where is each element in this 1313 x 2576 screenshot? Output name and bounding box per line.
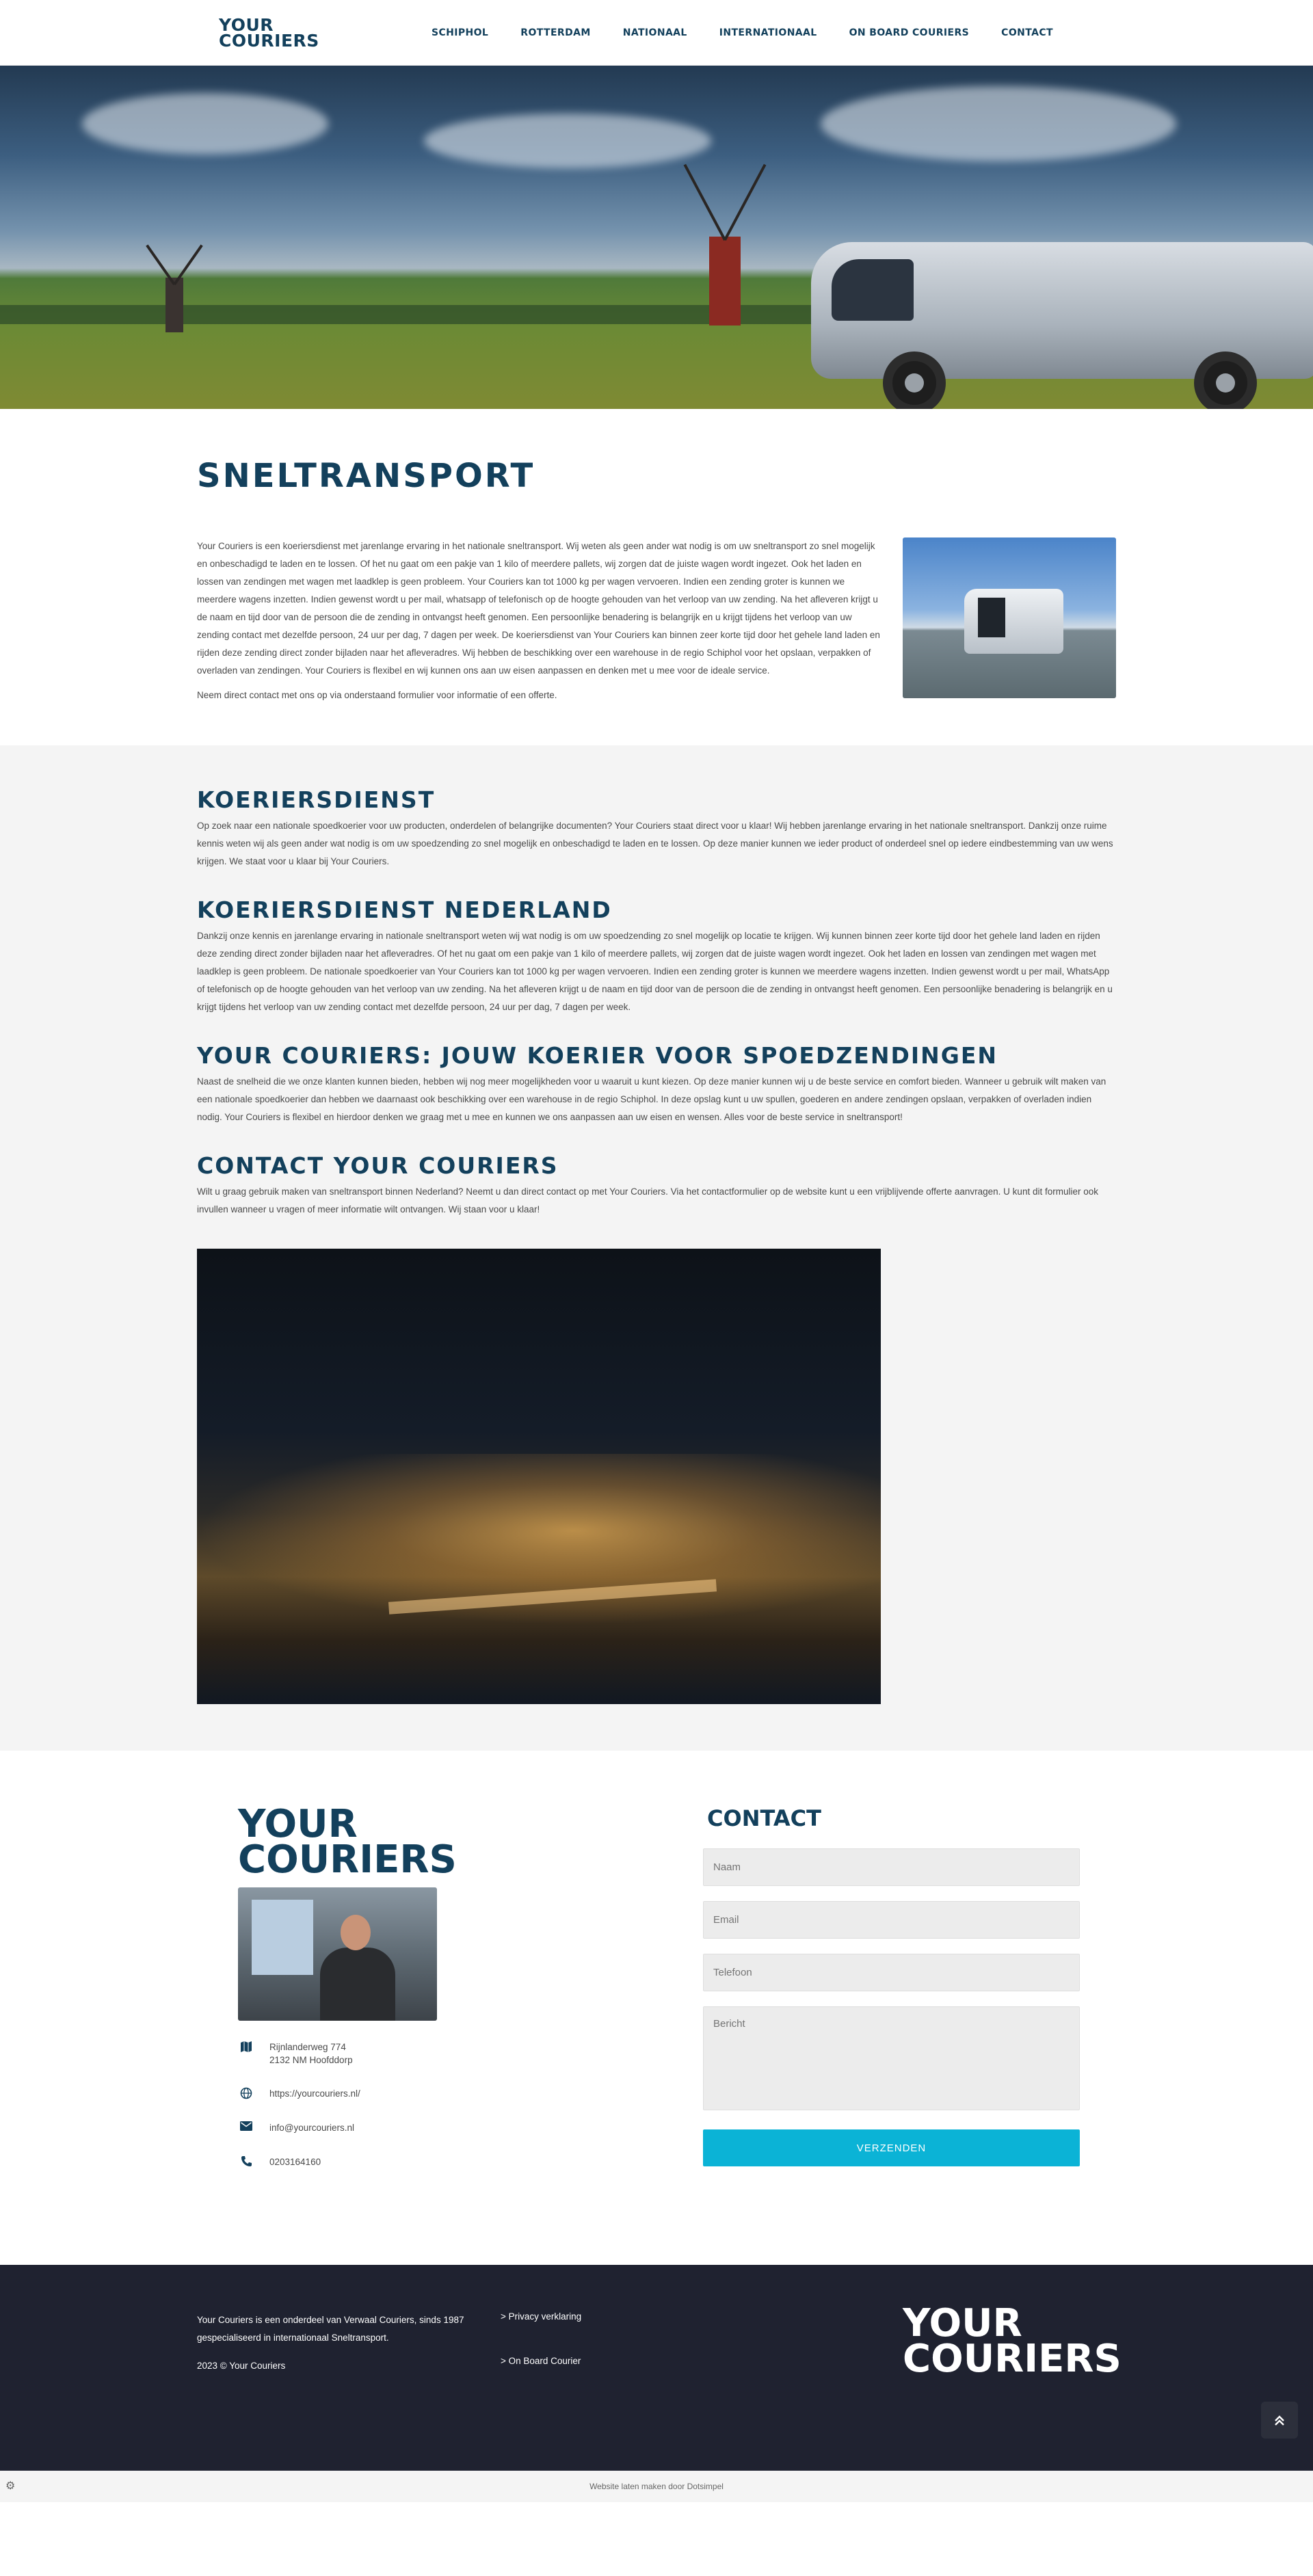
intro-paragraph: Your Couriers is een koeriersdienst met jarenlange ervaring in het nationale sneltransport. Wij weten als geen ander wat nodig is om uw sneltransport zo snel mogelijk en onbeschadigd te laden en te lossen. Of het nu gaat om een pakje van 1 kilo of meerdere pallets, wij zorgen dat de juiste wagen wordt ingezet. Ook het laden en lossen van zendingen met wagen met laadklep is geen probleem. Your Couriers kan tot 1000 kg per wagen vervoeren. Indien een zending groter is kunnen we meerdere wagens inzetten. Indien gewenst wordt u per mail, whatsapp of telefonisch op de hoogte gehouden van het verloop van uw zending. Na het afleveren krijgt u de naam en tijd door van de persoon die de zending in ontvangst heeft genomen. Een persoonlijke benadering is belangrijk en u krijgt tijdens het verloop van uw zending contact met dezelfde persoon, 24 uur per dag, 7 dagen per week. De koeriersdienst van Your Couriers kan binnen zeer korte tijd door het gehele land laden en rijden deze zending direct zonder bijladen naar het afleveradres. Wij hebben de beschikking over een warehouse in de regio Schiphol voor het opslaan, verpakken of overladen van zendingen. Your Couriers is flexibel en wij kunnen ons aan uw eisen aanpassen en denken met u mee voor de ideale service. bbox=[197, 541, 880, 676]
nav-item-schiphol[interactable]: SCHIPHOL bbox=[431, 27, 489, 38]
logo-line-1: YOUR bbox=[219, 15, 274, 35]
mail-icon bbox=[238, 2121, 254, 2135]
section-title: YOUR COURIERS: JOUW KOERIER VOOR SPOEDZENDINGEN bbox=[197, 1042, 998, 1069]
contact-form bbox=[703, 1805, 1080, 2166]
contact-form-title: CONTACT bbox=[707, 1805, 821, 1831]
message-field[interactable] bbox=[703, 2006, 1080, 2110]
hero-cloud bbox=[424, 114, 711, 168]
contact-info-list bbox=[238, 2041, 360, 2190]
intro-text bbox=[197, 537, 881, 704]
address-line-2: 2132 NM Hoofddorp bbox=[269, 2055, 353, 2065]
address-item bbox=[238, 2041, 360, 2067]
nav-item-internationaal[interactable]: INTERNATIONAAL bbox=[719, 27, 817, 38]
nav-item-rotterdam[interactable]: ROTTERDAM bbox=[520, 27, 591, 38]
content-section bbox=[0, 745, 1313, 1751]
hero-image bbox=[0, 66, 1313, 409]
privacy-link[interactable]: > Privacy verklaring bbox=[501, 2311, 582, 2322]
logo-line-2: COURIERS bbox=[903, 2337, 1122, 2381]
section-title: KOERIERSDIENST bbox=[197, 786, 436, 813]
dark-footer bbox=[0, 2265, 1313, 2471]
section-text: Wilt u graag gebruik maken van sneltransport binnen Nederland? Neemt u dan direct contact op met Your Couriers. Via het contactformulier op de website kunt u een vrijblijvende offerte aanvragen. U kunt dit formulier ook invullen wanneer u vragen of meer informatie wilt ontvangen. Wij staan voor u klaar! bbox=[197, 1186, 1098, 1214]
contact-person-photo bbox=[238, 1887, 437, 2021]
phone-item bbox=[238, 2155, 360, 2169]
credit-bar bbox=[0, 2471, 1313, 2502]
footer-copyright: 2023 © Your Couriers bbox=[197, 2361, 286, 2371]
contact-area bbox=[0, 1751, 1313, 2265]
section-text: Naast de snelheid die we onze klanten kunnen bieden, hebben wij nog meer mogelijkheden voor u waaruit u kunt kiezen. Op deze manier kunnen wij u de beste service en comfort bieden. Wanneer u gebruik wilt maken van een nationale spoedkoerier dan hebben we daarnaast ook beschikking over een warehouse in de regio Schiphol. In deze opslag kunt u uw spullen, goederen en andere zendingen opslaan, verpakken of overladen indien nodig. Your Couriers is flexibel en hierdoor denken we graag met u mee en kunnen we ons aanpassen aan uw eisen en wensen. Alles voor de beste service in sneltransport! bbox=[197, 1076, 1106, 1122]
website-link[interactable]: https://yourcouriers.nl/ bbox=[269, 2088, 360, 2099]
footer-about-text: Your Couriers is een onderdeel van Verwaal Couriers, sinds 1987 gespecialiseerd in internationaal Sneltransport. bbox=[197, 2315, 464, 2343]
address-line-1: Rijnlanderweg 774 bbox=[269, 2042, 346, 2052]
main-nav bbox=[399, 0, 1053, 66]
windmill-center bbox=[677, 155, 773, 326]
email-field[interactable] bbox=[703, 1901, 1080, 1939]
scroll-to-top-button[interactable] bbox=[1261, 2402, 1298, 2439]
phone-link[interactable]: 0203164160 bbox=[269, 2157, 321, 2167]
phone-icon bbox=[238, 2155, 254, 2169]
section-text: Op zoek naar een nationale spoedkoerier voor uw producten, onderdelen of belangrijke documenten? Your Couriers staat direct voor u klaar! Wij hebben jarenlange ervaring in het nationale sneltransport. Dankzij onze ruime kennis weten wij als geen ander wat nodig is om uw spoedzending zo snel mogelijk en onbeschadigd te laden en te lossen. Op deze manier kunnen we ieder product of onderdeel snel op iedere eindbestemming van uw wens krijgen. We staat voor u klaar bij Your Couriers. bbox=[197, 821, 1113, 866]
email-item bbox=[238, 2121, 360, 2135]
footer-logo bbox=[238, 1802, 457, 1882]
credit-link[interactable]: Website laten maken door Dotsimpel bbox=[589, 2482, 724, 2491]
hero-van bbox=[811, 222, 1313, 409]
footer-links bbox=[501, 2311, 581, 2366]
nav-item-on-board-couriers[interactable]: ON BOARD COURIERS bbox=[849, 27, 970, 38]
gear-icon[interactable]: ⚙ bbox=[5, 2480, 16, 2492]
map-icon bbox=[238, 2041, 254, 2054]
header-logo[interactable] bbox=[219, 15, 319, 51]
nav-item-nationaal[interactable]: NATIONAAL bbox=[622, 27, 687, 38]
footer-logo-white bbox=[903, 2301, 1122, 2381]
section-text: Dankzij onze kennis en jarenlange ervaring in nationale sneltransport weten wij wat nodig is om uw spoedzending zo snel mogelijk op locatie te krijgen. Wij kunnen binnen zeer korte tijd door het gehele land laden en rijden deze zending direct zonder bijladen naar het afleveradres. Of het nu gaat om een pakje van 1 kilo of meerdere pallets, wij zorgen dat de juiste wagen wordt ingezet. Ook het laden en lossen van zendingen met wagen met laadklep is geen probleem. De nationale spoedkoerier van Your Couriers kan tot 1000 kg per wagen vervoeren. Indien een zending groter is kunnen we meerdere wagens inzetten. Indien gewenst wordt u per mail, WhatsApp of telefonisch op de hoogte gehouden van het verloop van uw zending. Na het afleveren krijgt u de naam en tijd door van de persoon die de zending in ontvangst heeft genomen. Een persoonlijke benadering is belangrijk en u krijgt tijdens het verloop van uw zending contact met dezelfde persoon, 24 uur per dag, 7 dagen per week. bbox=[197, 931, 1113, 1012]
name-field[interactable] bbox=[703, 1848, 1080, 1886]
logo-line-2: COURIERS bbox=[219, 31, 319, 51]
submit-button[interactable]: VERZENDEN bbox=[703, 2129, 1080, 2166]
logo-line-1: YOUR bbox=[238, 1802, 358, 1846]
site-header bbox=[0, 0, 1313, 66]
chevrons-up-icon bbox=[1273, 2411, 1286, 2429]
hero-cloud bbox=[821, 86, 1176, 161]
intro-section bbox=[0, 409, 1313, 745]
email-link[interactable]: info@yourcouriers.nl bbox=[269, 2123, 355, 2133]
windmill-left bbox=[144, 237, 205, 332]
hero-cloud bbox=[82, 93, 328, 155]
logo-line-1: YOUR bbox=[903, 2301, 1022, 2346]
phone-field[interactable] bbox=[703, 1954, 1080, 1991]
page-title: SNELTRANSPORT bbox=[197, 457, 535, 495]
amsterdam-night-photo bbox=[197, 1249, 881, 1704]
section-title: KOERIERSDIENST NEDERLAND bbox=[197, 897, 612, 923]
nav-item-contact[interactable]: CONTACT bbox=[1001, 27, 1053, 38]
website-item bbox=[238, 2087, 360, 2101]
intro-paragraph: Neem direct contact met ons op via onderstaand formulier voor informatie of een offerte. bbox=[197, 690, 557, 700]
logo-line-2: COURIERS bbox=[238, 1837, 457, 1882]
section-title: CONTACT YOUR COURIERS bbox=[197, 1152, 559, 1179]
van-photo bbox=[903, 537, 1116, 698]
globe-icon bbox=[238, 2087, 254, 2101]
on-board-courier-link[interactable]: > On Board Courier bbox=[501, 2356, 581, 2366]
